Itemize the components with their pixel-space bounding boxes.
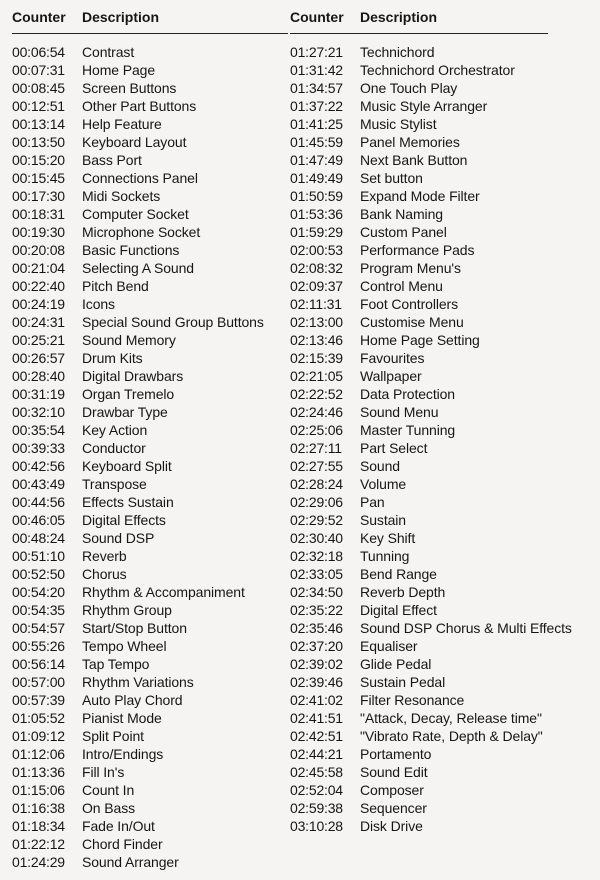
index-entry (290, 547, 572, 565)
index-entry (12, 385, 264, 403)
index-entry (12, 97, 264, 115)
entry-counter: 00:07:31 (12, 62, 65, 78)
entry-counter: 02:27:55 (290, 458, 343, 474)
entry-counter: 01:34:57 (290, 80, 343, 96)
entry-description: Panel Memories (360, 134, 460, 150)
entry-description: Filter Resonance (360, 692, 465, 708)
entry-description: Equaliser (360, 638, 418, 654)
entry-counter: 01:37:22 (290, 98, 343, 114)
index-entry (290, 727, 572, 745)
entry-counter: 00:56:14 (12, 656, 65, 672)
entry-counter: 02:37:20 (290, 638, 343, 654)
index-entry (290, 691, 572, 709)
index-entry (290, 493, 572, 511)
entry-counter: 00:21:04 (12, 260, 65, 276)
entry-description: Contrast (82, 44, 135, 60)
entry-description: Reverb Depth (360, 584, 446, 600)
entry-counter: 02:42:51 (290, 728, 343, 744)
index-entry (290, 169, 572, 187)
index-entry (12, 565, 264, 583)
index-entry (12, 457, 264, 475)
entry-description: Chorus (82, 566, 127, 582)
entry-description: Favourites (360, 350, 425, 366)
index-entry (290, 403, 572, 421)
entry-counter: 00:44:56 (12, 494, 65, 510)
entry-description: Sound DSP Chorus & Multi Effects (360, 620, 572, 636)
entry-counter: 00:55:26 (12, 638, 65, 654)
index-entry (290, 529, 572, 547)
entry-description: Start/Stop Button (82, 620, 187, 636)
entry-description: Volume (360, 476, 407, 492)
entry-counter: 02:09:37 (290, 278, 343, 294)
entry-description: Sustain (360, 512, 406, 528)
entry-counter: 01:22:12 (12, 836, 65, 852)
left-column-header (12, 8, 159, 28)
entry-description: Selecting A Sound (82, 260, 194, 276)
entry-description: Home Page Setting (360, 332, 480, 348)
entry-description: Digital Effect (360, 602, 437, 618)
entry-counter: 02:29:06 (290, 494, 343, 510)
entry-counter: 01:18:34 (12, 818, 65, 834)
entry-counter: 01:12:06 (12, 746, 65, 762)
index-entry (12, 241, 264, 259)
entry-counter: 00:26:57 (12, 350, 65, 366)
entry-counter: 00:51:10 (12, 548, 65, 564)
header-divider (12, 33, 288, 34)
index-entry (12, 529, 264, 547)
index-entry (12, 547, 264, 565)
index-entry (290, 385, 572, 403)
entry-counter: 02:34:50 (290, 584, 343, 600)
entry-counter: 01:41:25 (290, 116, 343, 132)
index-entry (12, 601, 264, 619)
entry-description: Icons (82, 296, 115, 312)
entry-description: Basic Functions (82, 242, 180, 258)
entry-counter: 01:13:36 (12, 764, 65, 780)
index-entry (290, 673, 572, 691)
entry-counter: 02:13:00 (290, 314, 343, 330)
entry-counter: 00:54:57 (12, 620, 65, 636)
entry-counter: 02:30:40 (290, 530, 343, 546)
entry-counter: 01:27:21 (290, 44, 343, 60)
entry-counter: 02:08:32 (290, 260, 343, 276)
entry-counter: 01:53:36 (290, 206, 343, 222)
entry-description: Wallpaper (360, 368, 422, 384)
entry-counter: 01:59:29 (290, 224, 343, 240)
index-entry (12, 619, 264, 637)
right-column-header (290, 8, 437, 28)
entry-counter: 02:22:52 (290, 386, 343, 402)
entry-description: Data Protection (360, 386, 455, 402)
entry-description: Pianist Mode (82, 710, 162, 726)
index-entry (12, 43, 264, 61)
index-entry (12, 799, 264, 817)
entry-description: Key Action (82, 422, 148, 438)
entry-counter: 00:22:40 (12, 278, 65, 294)
index-entry (12, 763, 264, 781)
entry-description: Bass Port (82, 152, 142, 168)
index-entry (12, 169, 264, 187)
entry-description: Pan (360, 494, 385, 510)
entry-description: One Touch Play (360, 80, 458, 96)
entry-description: Intro/Endings (82, 746, 164, 762)
entry-description: Keyboard Split (82, 458, 172, 474)
index-entry (290, 79, 572, 97)
entry-counter: 01:50:59 (290, 188, 343, 204)
index-entry (12, 187, 264, 205)
index-entry (290, 421, 572, 439)
entry-counter: 02:28:24 (290, 476, 343, 492)
index-entry (290, 349, 572, 367)
entry-counter: 02:35:22 (290, 602, 343, 618)
index-entry (12, 673, 264, 691)
index-entry (12, 367, 264, 385)
entry-counter: 02:13:46 (290, 332, 343, 348)
entry-counter: 00:57:39 (12, 692, 65, 708)
entry-counter: 00:13:50 (12, 134, 65, 150)
index-entry (290, 313, 572, 331)
right-entry-list (290, 43, 572, 835)
index-entry (290, 223, 572, 241)
entry-description: Rhythm & Accompaniment (82, 584, 245, 600)
entry-counter: 02:27:11 (290, 440, 342, 456)
entry-counter: 00:13:14 (12, 116, 65, 132)
index-entry (290, 655, 572, 673)
index-entry (290, 115, 572, 133)
entry-counter: 02:44:21 (290, 746, 343, 762)
entry-counter: 00:18:31 (12, 206, 65, 222)
counter-heading: Counter (12, 9, 66, 25)
entry-description: Performance Pads (360, 242, 475, 258)
entry-description: Sound Arranger (82, 854, 179, 870)
index-entry (12, 835, 264, 853)
entry-description: Rhythm Variations (82, 674, 194, 690)
entry-description: Foot Controllers (360, 296, 458, 312)
index-entry (290, 331, 572, 349)
entry-counter: 00:24:19 (12, 296, 65, 312)
entry-description: Tap Tempo (82, 656, 150, 672)
entry-description: Connections Panel (82, 170, 198, 186)
index-entry (12, 511, 264, 529)
entry-description: Drum Kits (82, 350, 143, 366)
index-entry (290, 295, 572, 313)
entry-counter: 02:33:05 (290, 566, 343, 582)
entry-counter: 02:39:02 (290, 656, 343, 672)
entry-counter: 02:41:02 (290, 692, 343, 708)
header-divider (290, 33, 548, 34)
index-entry (12, 709, 264, 727)
entry-description: Control Menu (360, 278, 443, 294)
entry-counter: 02:11:31 (290, 296, 342, 312)
entry-counter: 02:15:39 (290, 350, 343, 366)
index-entry (12, 295, 264, 313)
entry-counter: 01:49:49 (290, 170, 343, 186)
index-entry (290, 367, 572, 385)
entry-description: Master Tunning (360, 422, 456, 438)
entry-description: Part Select (360, 440, 428, 456)
index-entry (290, 511, 572, 529)
entry-description: Split Point (82, 728, 144, 744)
entry-counter: 00:31:19 (12, 386, 65, 402)
entry-counter: 01:09:12 (12, 728, 65, 744)
entry-description: Count In (82, 782, 135, 798)
entry-counter: 02:32:18 (290, 548, 343, 564)
entry-counter: 02:29:52 (290, 512, 343, 528)
index-entry (290, 565, 572, 583)
index-entry (12, 745, 264, 763)
entry-description: "Vibrato Rate, Depth & Delay" (360, 728, 543, 744)
entry-counter: 00:32:10 (12, 404, 65, 420)
entry-description: Fade In/Out (82, 818, 155, 834)
entry-description: Composer (360, 782, 424, 798)
entry-description: Program Menu's (360, 260, 461, 276)
entry-counter: 00:52:50 (12, 566, 65, 582)
entry-counter: 00:24:31 (12, 314, 65, 330)
entry-description: Custom Panel (360, 224, 447, 240)
entry-counter: 00:15:45 (12, 170, 65, 186)
entry-description: Special Sound Group Buttons (82, 314, 264, 330)
entry-description: Reverb (82, 548, 127, 564)
entry-counter: 00:20:08 (12, 242, 65, 258)
index-entry (12, 79, 264, 97)
index-entry (12, 349, 264, 367)
entry-counter: 00:08:45 (12, 80, 65, 96)
entry-description: Customise Menu (360, 314, 464, 330)
entry-counter: 00:35:54 (12, 422, 65, 438)
entry-counter: 02:45:58 (290, 764, 343, 780)
entry-description: Rhythm Group (82, 602, 172, 618)
entry-counter: 00:54:20 (12, 584, 65, 600)
index-entry (12, 817, 264, 835)
entry-description: Music Style Arranger (360, 98, 488, 114)
index-entry (290, 241, 572, 259)
entry-description: Computer Socket (82, 206, 189, 222)
entry-description: Digital Effects (82, 512, 166, 528)
entry-description: Chord Finder (82, 836, 163, 852)
entry-counter: 02:39:46 (290, 674, 343, 690)
index-entry (12, 223, 264, 241)
index-entry (12, 421, 264, 439)
entry-counter: 01:15:06 (12, 782, 65, 798)
entry-counter: 01:47:49 (290, 152, 343, 168)
entry-counter: 01:24:29 (12, 854, 65, 870)
index-entry (290, 205, 572, 223)
entry-counter: 00:57:00 (12, 674, 65, 690)
description-heading: Description (82, 9, 160, 25)
index-entry (12, 583, 264, 601)
entry-counter: 00:43:49 (12, 476, 65, 492)
index-entry (290, 475, 572, 493)
entry-counter: 02:35:46 (290, 620, 343, 636)
entry-description: Fill In's (82, 764, 125, 780)
index-entry (12, 151, 264, 169)
entry-description: Drawbar Type (82, 404, 168, 420)
entry-counter: 00:19:30 (12, 224, 65, 240)
entry-description: Technichord Orchestrator (360, 62, 515, 78)
entry-counter: 00:25:21 (12, 332, 65, 348)
entry-counter: 02:59:38 (290, 800, 343, 816)
index-entry (290, 781, 572, 799)
entry-description: Auto Play Chord (82, 692, 183, 708)
entry-counter: 03:10:28 (290, 818, 343, 834)
entry-counter: 02:41:51 (290, 710, 343, 726)
entry-counter: 02:52:04 (290, 782, 343, 798)
index-entry (12, 403, 264, 421)
index-entry (290, 709, 572, 727)
entry-description: Music Stylist (360, 116, 437, 132)
index-entry (290, 187, 572, 205)
entry-description: Effects Sustain (82, 494, 174, 510)
entry-counter: 01:45:59 (290, 134, 343, 150)
entry-counter: 00:12:51 (12, 98, 65, 114)
index-entry (290, 439, 572, 457)
index-entry (12, 727, 264, 745)
entry-description: Home Page (82, 62, 156, 78)
entry-description: On Bass (82, 800, 135, 816)
entry-description: Next Bank Button (360, 152, 468, 168)
left-entry-list (12, 43, 264, 871)
index-entry (290, 277, 572, 295)
entry-description: Technichord (360, 44, 435, 60)
entry-counter: 00:28:40 (12, 368, 65, 384)
entry-counter: 00:17:30 (12, 188, 65, 204)
entry-description: Digital Drawbars (82, 368, 184, 384)
index-entry (12, 475, 264, 493)
index-entry (12, 853, 264, 871)
index-entry (12, 637, 264, 655)
index-entry (290, 457, 572, 475)
index-entry (290, 745, 572, 763)
index-entry (12, 331, 264, 349)
entry-description: Sound Menu (360, 404, 439, 420)
index-entry (12, 61, 264, 79)
index-entry (12, 439, 264, 457)
counter-heading: Counter (290, 9, 344, 25)
entry-description: Sound Edit (360, 764, 428, 780)
entry-description: Screen Buttons (82, 80, 177, 96)
entry-counter: 00:54:35 (12, 602, 65, 618)
entry-description: Midi Sockets (82, 188, 161, 204)
entry-counter: 02:00:53 (290, 242, 343, 258)
entry-description: Sustain Pedal (360, 674, 446, 690)
entry-description: Disk Drive (360, 818, 423, 834)
entry-description: Set button (360, 170, 423, 186)
entry-counter: 00:48:24 (12, 530, 65, 546)
entry-counter: 00:06:54 (12, 44, 65, 60)
entry-description: Tempo Wheel (82, 638, 167, 654)
index-entry (12, 781, 264, 799)
index-entry (12, 115, 264, 133)
entry-description: Pitch Bend (82, 278, 149, 294)
index-entry (290, 259, 572, 277)
entry-description: Sound (360, 458, 400, 474)
index-entry (290, 619, 572, 637)
index-entry (290, 763, 572, 781)
index-entry (290, 817, 572, 835)
index-entry (290, 601, 572, 619)
index-entry (290, 799, 572, 817)
index-entry (12, 277, 264, 295)
entry-counter: 00:46:05 (12, 512, 65, 528)
entry-description: Help Feature (82, 116, 162, 132)
entry-counter: 01:05:52 (12, 710, 65, 726)
index-entry (12, 691, 264, 709)
description-heading: Description (360, 9, 438, 25)
index-entry (12, 259, 264, 277)
index-entry (12, 205, 264, 223)
index-entry (290, 637, 572, 655)
entry-counter: 00:39:33 (12, 440, 65, 456)
entry-description: Other Part Buttons (82, 98, 197, 114)
index-entry (290, 61, 572, 79)
entry-counter: 02:25:06 (290, 422, 343, 438)
index-entry (290, 43, 572, 61)
entry-description: Microphone Socket (82, 224, 201, 240)
index-entry (290, 97, 572, 115)
index-entry (12, 133, 264, 151)
entry-counter: 01:16:38 (12, 800, 65, 816)
entry-counter: 00:42:56 (12, 458, 65, 474)
index-entry (290, 151, 572, 169)
entry-counter: 02:24:46 (290, 404, 343, 420)
entry-description: Organ Tremelo (82, 386, 175, 402)
entry-description: Sound DSP (82, 530, 155, 546)
entry-description: Conductor (82, 440, 146, 456)
entry-description: Bank Naming (360, 206, 443, 222)
entry-description: "Attack, Decay, Release time" (360, 710, 542, 726)
entry-description: Keyboard Layout (82, 134, 187, 150)
index-entry (12, 655, 264, 673)
entry-description: Bend Range (360, 566, 437, 582)
entry-description: Expand Mode Filter (360, 188, 480, 204)
index-entry (12, 313, 264, 331)
entry-description: Sound Memory (82, 332, 176, 348)
index-entry (12, 493, 264, 511)
index-entry (290, 133, 572, 151)
entry-description: Key Shift (360, 530, 416, 546)
entry-counter: 02:21:05 (290, 368, 343, 384)
index-entry (290, 583, 572, 601)
entry-description: Tunning (360, 548, 410, 564)
entry-description: Glide Pedal (360, 656, 432, 672)
entry-description: Transpose (82, 476, 147, 492)
entry-description: Portamento (360, 746, 432, 762)
entry-description: Sequencer (360, 800, 427, 816)
entry-counter: 00:15:20 (12, 152, 65, 168)
entry-counter: 01:31:42 (290, 62, 343, 78)
